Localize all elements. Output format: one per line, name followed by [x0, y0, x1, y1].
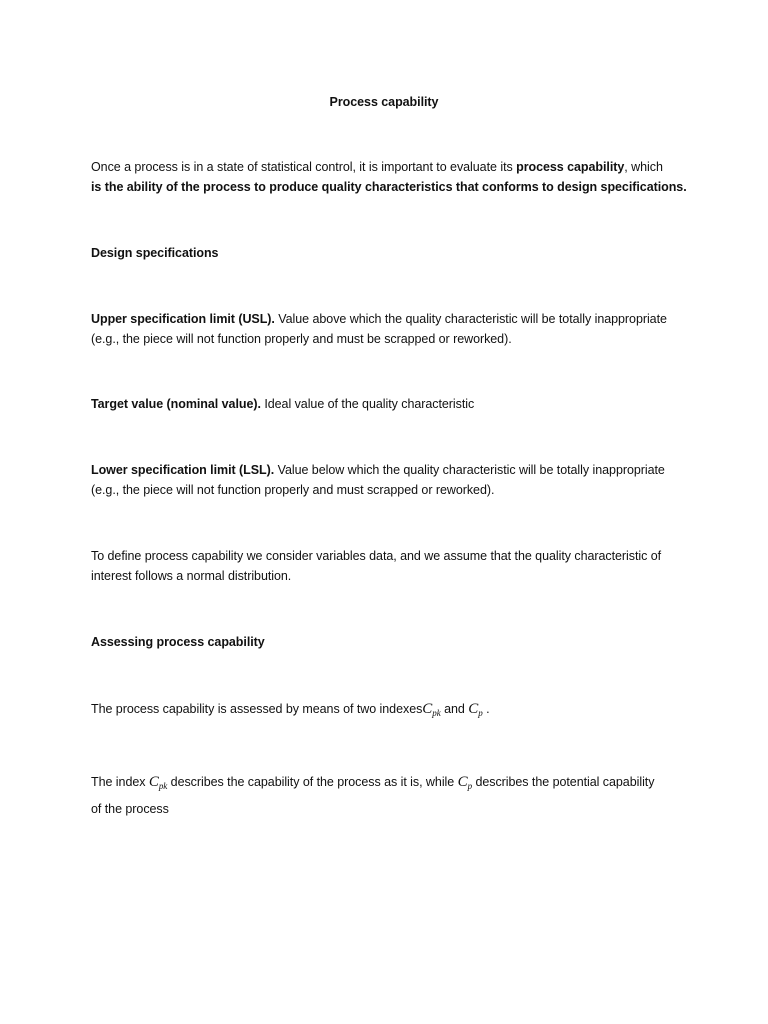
- cp-symbol: $C_p$: [468, 701, 483, 718]
- target-text: Ideal value of the quality characteristic: [260, 397, 475, 411]
- lsl-text: Value below which the quality characteristic will be totally inappropriate: [274, 463, 665, 477]
- intro-line-1: [91, 157, 663, 177]
- cpk-description-line-1: [91, 772, 654, 796]
- usl-text: Value above which the quality characteristic will be totally inappropriate: [274, 312, 667, 326]
- cpk-desc-c: describes the potential capability: [472, 775, 655, 789]
- cpk-description-line-2: of the process: [91, 802, 169, 816]
- indexes-and: and: [440, 702, 469, 716]
- target-term: Target value (nominal value).: [91, 397, 261, 411]
- indexes-end: .: [482, 702, 490, 716]
- lsl-line-1: [91, 460, 665, 480]
- assessing-heading: Assessing process capability: [91, 635, 265, 649]
- intro-term: process capability: [516, 160, 625, 174]
- intro-line-2: is the ability of the process to produce quality characteristics that conforms to design specifications.: [91, 180, 687, 194]
- cp-symbol: $C_p$: [457, 774, 473, 791]
- usl-line-1: [91, 309, 667, 329]
- lsl-term: Lower specification limit (LSL).: [91, 463, 275, 477]
- intro-text-end: , which: [624, 160, 663, 174]
- indexes-line: [91, 699, 490, 723]
- define-line-1: To define process capability we consider variables data, and we assume that the quality characteristic of: [91, 549, 662, 563]
- usl-line-2: (e.g., the piece will not function properly and must be scrapped or reworked).: [91, 332, 512, 346]
- define-line-2: interest follows a normal distribution.: [91, 569, 292, 583]
- indexes-text: The process capability is assessed by means of two indexes: [91, 702, 423, 716]
- lsl-line-2: (e.g., the piece will not function properly and must scrapped or reworked).: [91, 483, 495, 497]
- cpk-symbol: $C_{pk}$: [422, 701, 441, 718]
- cpk-desc-a: The index: [91, 775, 149, 789]
- design-specifications-heading: Design specifications: [91, 246, 219, 260]
- intro-text: Once a process is in a state of statistical control, it is important to evaluate its: [91, 160, 517, 174]
- target-line: [91, 394, 474, 414]
- page-title: Process capability: [329, 95, 439, 109]
- cpk-desc-b: describes the capability of the process as it is, while: [167, 775, 458, 789]
- usl-term: Upper specification limit (USL).: [91, 312, 275, 326]
- cpk-symbol: $C_{pk}$: [148, 774, 168, 791]
